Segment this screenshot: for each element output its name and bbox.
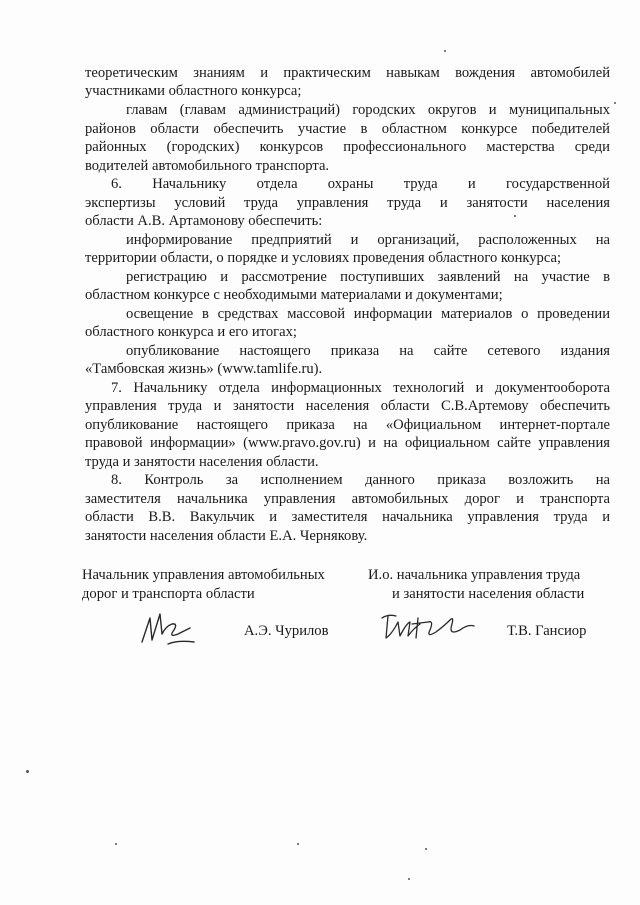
body-line: участниками областного конкурса; <box>85 83 302 99</box>
scan-speck <box>297 843 299 845</box>
body-line: опубликование настоящего приказа на «Официальном интернет-портале <box>85 417 610 433</box>
body-line: «Тамбовская жизнь» (www.tamlife.ru). <box>85 361 323 377</box>
body-line: регистрацию и рассмотрение поступивших заявлений на участие в <box>126 269 610 285</box>
body-line: теоретическим знаниям и практическим навыкам вождения автомобилей <box>85 65 610 81</box>
body-line: области А.В. Артамонову обеспечить: <box>85 213 323 229</box>
right-handwritten-signature <box>378 610 478 646</box>
body-line: области В.В. Вакульчик и заместителя начальника управления труда и <box>85 509 610 525</box>
body-line: заместителя начальника управления автомобильных дорог и транспорта <box>85 491 610 507</box>
left-signatory-title-line2: дорог и транспорта области <box>82 586 255 602</box>
body-line: водителей автомобильного транспорта. <box>85 158 330 174</box>
body-line: экспертизы условий труда управления труда и занятости населения <box>85 195 610 211</box>
body-line: районов области обеспечить участие в областном конкурсе победителей <box>85 121 610 137</box>
right-signatory-title <box>368 566 584 604</box>
body-line: главам (главам администраций) городских округов и муниципальных <box>126 102 610 118</box>
scan-speck <box>514 215 516 217</box>
body-line: правовой информации» (www.pravo.gov.ru) и на официальном сайте управления <box>85 435 610 451</box>
body-line: областного конкурса и его итогах; <box>85 324 297 340</box>
right-signatory-name: Т.В. Гансиор <box>507 623 587 639</box>
body-line: районных (городских) конкурсов профессионального мастерства среди <box>85 139 610 155</box>
body-line: информирование предприятий и организаций, расположенных на <box>126 232 610 248</box>
body-line: опубликование настоящего приказа на сайте сетевого издания <box>126 343 610 359</box>
body-line: труда и занятости населения области. <box>85 454 319 470</box>
scan-speck <box>115 843 117 845</box>
body-line: занятости населения области Е.А. Чернякову. <box>85 528 368 544</box>
left-handwritten-signature <box>138 604 198 652</box>
body-line: областном конкурсе с необходимыми материалами и документами; <box>85 287 503 303</box>
scan-speck <box>425 848 427 850</box>
scan-speck <box>614 102 616 104</box>
body-line: 7. Начальнику отдела информационных технологий и документооборота <box>111 380 610 396</box>
scan-speck <box>444 50 446 52</box>
scan-speck <box>408 878 410 880</box>
scan-speck <box>26 770 29 773</box>
body-line: 6. Начальнику отдела охраны труда и государственной <box>111 176 610 192</box>
left-signatory-title-line1: Начальник управления автомобильных <box>82 567 325 583</box>
right-signatory-title-line1: И.о. начальника управления труда <box>368 567 581 583</box>
right-signatory-title-line2: и занятости населения области <box>392 586 585 602</box>
left-signatory-name: А.Э. Чурилов <box>244 623 329 639</box>
left-signatory-title <box>82 566 325 604</box>
body-line: территории области, о порядке и условиях проведения областного конкурса; <box>85 250 562 266</box>
body-line: управления труда и занятости населения области С.В.Артемову обеспечить <box>85 398 610 414</box>
body-line: освещение в средствах массовой информации материалов о проведении <box>126 306 610 322</box>
body-line: 8. Контроль за исполнением данного приказа возложить на <box>111 472 610 488</box>
